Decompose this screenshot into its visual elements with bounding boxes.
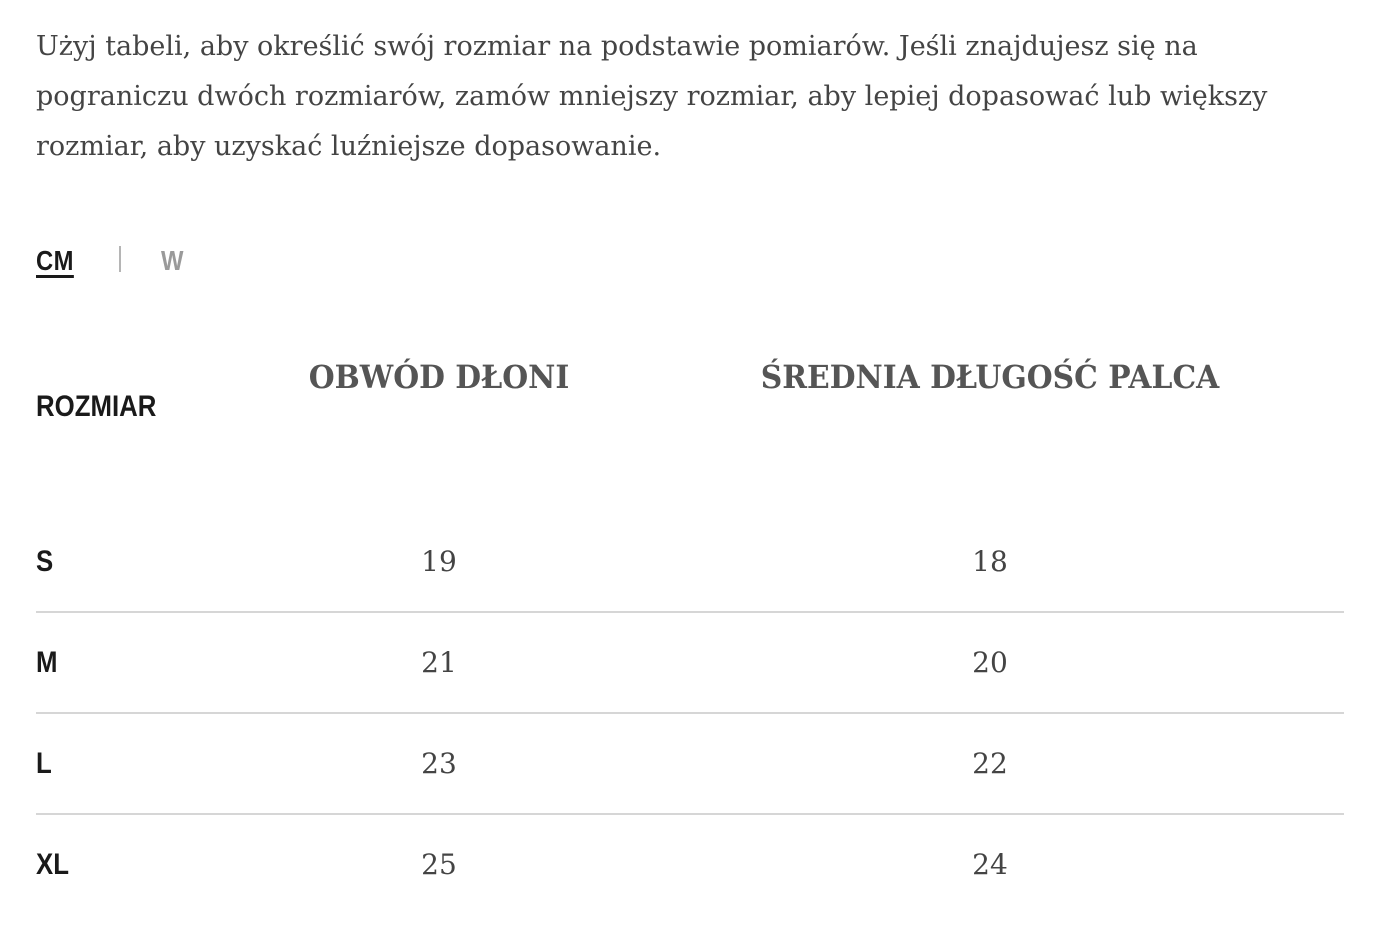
- finger-length-value: 20: [972, 646, 1008, 679]
- unit-inch-tab[interactable]: W: [160, 245, 184, 276]
- size-label: XL: [36, 848, 69, 881]
- table-row: [36, 512, 1344, 613]
- finger-length-value: 22: [972, 747, 1008, 780]
- finger-length-value: 24: [972, 848, 1008, 881]
- header-average-finger-length: ŚREDNIA DŁUGOŚĆ PALCA: [760, 358, 1220, 396]
- unit-cm-tab[interactable]: CM: [36, 245, 74, 276]
- unit-separator: [119, 246, 121, 272]
- unit-toggle: [36, 236, 187, 286]
- size-guide-intro: Użyj tabeli, aby określić swój rozmiar na podstawie pomiarów. Jeśli znajdujesz się na pograniczu dwóch rozmiarów, zamów mniejszy rozmiar, aby lepiej dopasować lub większy rozmiar, aby uzyskać luźniejsze dopasowanie.: [36, 31, 1268, 162]
- finger-length-value: 18: [972, 545, 1008, 578]
- table-row: [36, 815, 1344, 914]
- hand-circumference-value: 19: [421, 545, 457, 578]
- hand-circumference-value: 21: [421, 646, 457, 679]
- header-hand-circumference: OBWÓD DŁONI: [308, 358, 570, 396]
- table-row: [36, 714, 1344, 815]
- size-chart-table: [36, 340, 1344, 914]
- size-label: S: [36, 545, 54, 578]
- size-label: M: [36, 646, 58, 679]
- table-row: [36, 613, 1344, 714]
- header-size: ROZMIAR: [36, 390, 157, 423]
- hand-circumference-value: 23: [421, 747, 457, 780]
- table-header-row: [36, 340, 1344, 512]
- hand-circumference-value: 25: [421, 848, 457, 881]
- size-label: L: [36, 747, 52, 780]
